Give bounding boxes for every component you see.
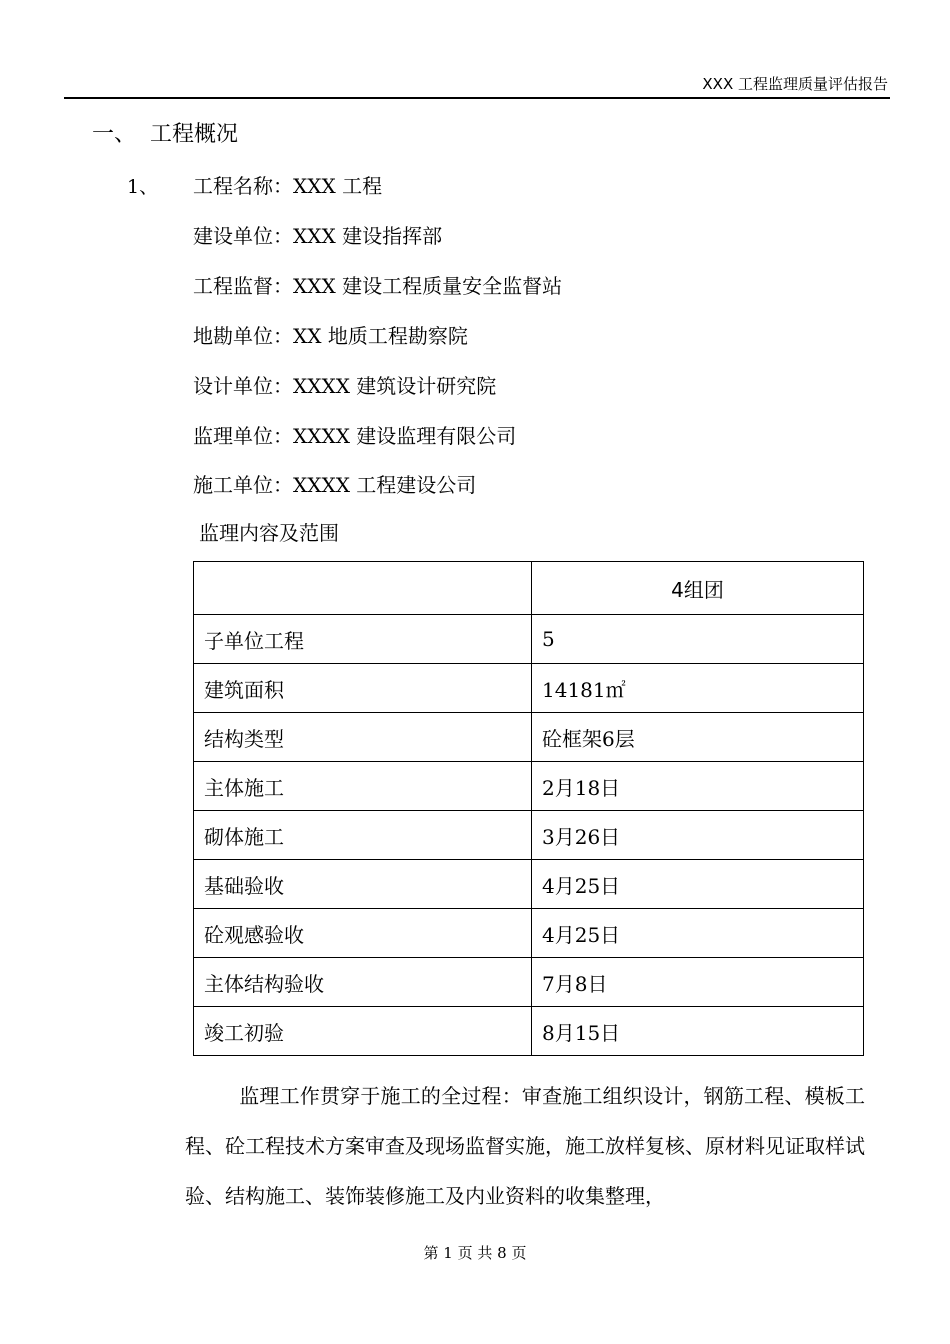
table-cell-label: 基础验收 xyxy=(194,860,532,909)
table-cell-value: 14181㎡ xyxy=(532,664,864,713)
section-title: 工程概况 xyxy=(150,122,239,147)
field-project-name: 工程名称：XXX 工程 xyxy=(193,174,383,198)
table-cell-label: 建筑面积 xyxy=(194,664,532,713)
table-cell-label: 子单位工程 xyxy=(194,615,532,664)
body-paragraph-text: 监理工作贯穿于施工的全过程：审查施工组织设计，钢筋工程、模板工程、砼工程技术方案审查及现场监督实施，施工放样复核、原材料见证取样试验、结构施工、装饰装修施工及内业资料的收集整理， xyxy=(185,1084,865,1208)
scope-title: 监理内容及范围 xyxy=(199,521,339,545)
table-cell-value: 5 xyxy=(532,615,864,664)
section-heading xyxy=(92,117,238,148)
table-row xyxy=(194,615,864,664)
table-header-cell xyxy=(194,562,532,615)
table-header-row xyxy=(194,562,864,615)
table-cell-label: 结构类型 xyxy=(194,713,532,762)
table-row xyxy=(194,811,864,860)
project-info-table xyxy=(193,561,864,1056)
table-cell-value: 4月25日 xyxy=(532,909,864,958)
table-row xyxy=(194,909,864,958)
body-paragraph xyxy=(185,1071,865,1221)
field-supervision: 工程监督：XXX 建设工程质量安全监督站 xyxy=(193,274,563,298)
table-row xyxy=(194,664,864,713)
field-builder-unit: 施工单位：XXXX 工程建设公司 xyxy=(193,473,477,497)
table-row xyxy=(194,713,864,762)
field-supervisor-unit: 监理单位：XXXX 建设监理有限公司 xyxy=(193,424,517,448)
table-cell-value: 4月25日 xyxy=(532,860,864,909)
table-row xyxy=(194,958,864,1007)
field-design-unit: 设计单位：XXXX 建筑设计研究院 xyxy=(193,374,497,398)
table-row xyxy=(194,762,864,811)
item-number: 1、 xyxy=(127,176,159,198)
header-divider xyxy=(64,97,890,99)
table-cell-label: 主体结构验收 xyxy=(194,958,532,1007)
table-cell-label: 砼观感验收 xyxy=(194,909,532,958)
field-survey-unit: 地勘单位：XX 地质工程勘察院 xyxy=(193,324,468,348)
table-cell-label: 竣工初验 xyxy=(194,1007,532,1056)
table-cell-value: 3月26日 xyxy=(532,811,864,860)
table-cell-value: 7月8日 xyxy=(532,958,864,1007)
table-cell-value: 2月18日 xyxy=(532,762,864,811)
table-header-cell: 4组团 xyxy=(532,562,864,615)
table-cell-value: 8月15日 xyxy=(532,1007,864,1056)
field-construction-unit: 建设单位：XXX 建设指挥部 xyxy=(193,224,443,248)
table-cell-label: 主体施工 xyxy=(194,762,532,811)
page-footer: 第 1 页 共 8 页 xyxy=(423,1244,527,1262)
document-header-title: XXX 工程监理质量评估报告 xyxy=(702,75,888,93)
table-cell-value: 砼框架6层 xyxy=(532,713,864,762)
table-row xyxy=(194,860,864,909)
table-cell-label: 砌体施工 xyxy=(194,811,532,860)
section-number: 一、 xyxy=(92,122,137,147)
table-row xyxy=(194,1007,864,1056)
